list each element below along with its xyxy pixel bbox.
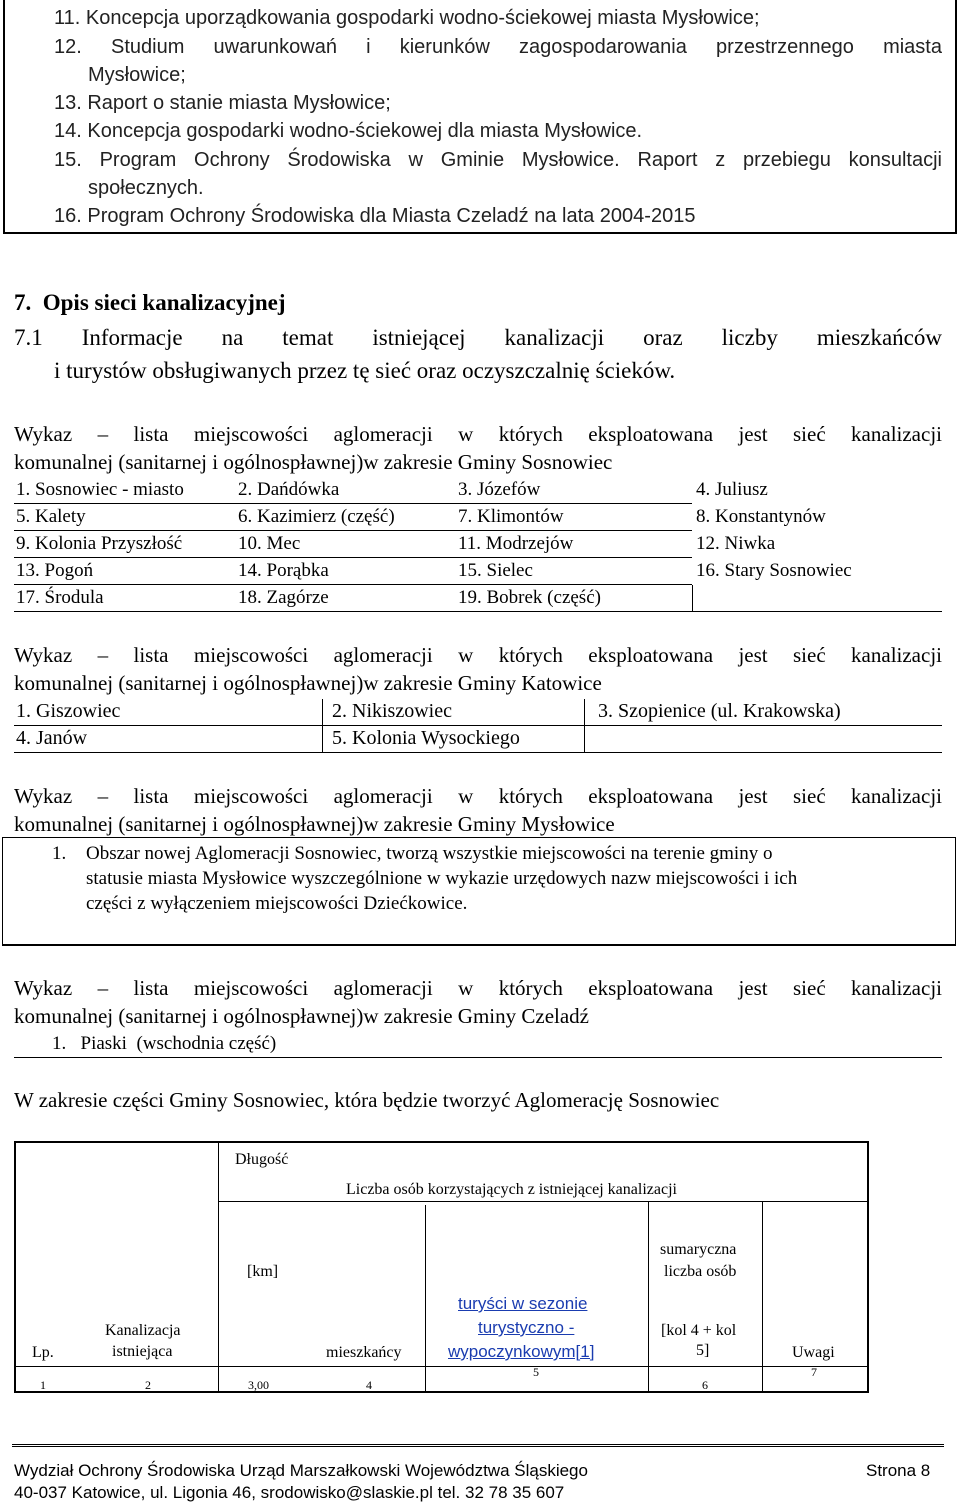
katowice-item: 4. Janów [16, 727, 88, 749]
sosnowiec-item: 1. Sosnowiec - miasto [16, 479, 184, 500]
ref-item-13: 13. Raport o stanie miasta Mysłowice; [54, 92, 391, 114]
katowice-item: 3. Szopienice (ul. Krakowska) [598, 700, 841, 722]
summary-heading: W zakresie części Gminy Sosnowiec, która będzie tworzyć Aglomerację Sosnowiec [14, 1088, 720, 1112]
ref-item-15: 15. Program Ochrony Środowiska w Gminie Mysłowice. Raport z przebiegu konsultacji [54, 149, 942, 171]
sosnowiec-item: 14. Porąbka [238, 560, 329, 581]
col-uwagi: Uwagi [792, 1344, 835, 1361]
sosnowiec-item: 6. Kazimierz (część) [238, 506, 395, 527]
turysci-link[interactable]: turystyczno - [478, 1318, 575, 1337]
col-dlugosc: Długość [235, 1151, 289, 1168]
section-heading: 7. Opis sieci kanalizacyjnej [14, 290, 286, 315]
col-number: 3,00 [248, 1378, 269, 1392]
sosnowiec-item: 18. Zagórze [238, 587, 329, 608]
col-kol: 5] [696, 1342, 710, 1359]
myslowice-item-line: statusie miasta Mysłowice wyszczególnione w wykazie urzędowych nazw miejscowości i ich [86, 868, 798, 889]
col-number: 5 [533, 1365, 539, 1379]
footer-page-number: Strona 8 [866, 1461, 931, 1480]
col-number: 7 [811, 1365, 817, 1379]
sosnowiec-item: 10. Mec [238, 533, 301, 554]
ref-item-14: 14. Koncepcja gospodarki wodno-ściekowej dla miasta Mysłowice. [54, 120, 643, 142]
myslowice-item-number: 1. [52, 843, 67, 864]
katowice-list-title-line1: Wykaz – lista miejscowości aglomeracji w których eksploatowana jest sieć kanalizacji [14, 643, 942, 667]
sosnowiec-item: 13. Pogoń [16, 560, 94, 581]
ref-item-11: 11. Koncepcja uporządkowania gospodarki wodno-ściekowej miasta Mysłowice; [54, 7, 760, 29]
myslowice-item-line: części z wyłączeniem miejscowości Dziećkowice. [86, 893, 468, 914]
sosnowiec-item: 5. Kalety [16, 506, 86, 527]
col-sumaryczna: sumaryczna [660, 1241, 737, 1258]
czeladz-list-title-line2: komunalnej (sanitarnej i ogólnospławnej)w zakresie Gminy Czeladź [14, 1004, 589, 1028]
ref-item-16: 16. Program Ochrony Środowiska dla Miasta Czeladź na lata 2004-2015 [54, 205, 696, 227]
col-sumaryczna: liczba osób [664, 1263, 737, 1280]
sosnowiec-item: 7. Klimontów [458, 506, 564, 527]
col-number: 2 [145, 1378, 151, 1392]
katowice-item: 5. Kolonia Wysockiego [332, 727, 520, 749]
section-subheading-line1: 7.1 Informacje na temat istniejącej kanalizacji oraz liczby mieszkańców [14, 325, 942, 350]
col-liczba-osob: Liczba osób korzystających z istniejącej kanalizacji [346, 1181, 677, 1198]
col-number: 6 [702, 1378, 708, 1392]
turysci-link[interactable]: turyści w sezonie [458, 1294, 588, 1313]
sosnowiec-item: 4. Juliusz [696, 479, 768, 500]
footer-address: 40-037 Katowice, ul. Ligonia 46, srodowisko@slaskie.pl tel. 32 78 35 607 [14, 1483, 565, 1502]
myslowice-item-line: Obszar nowej Aglomeracji Sosnowiec, tworzą wszystkie miejscowości na terenie gminy o [86, 843, 773, 864]
sosnowiec-item: 12. Niwka [696, 533, 776, 554]
col-mieszkancy: mieszkańcy [326, 1344, 402, 1361]
footer-rule [12, 1444, 944, 1447]
czeladz-item: 1. Piaski (wschodnia część) [52, 1033, 277, 1054]
sosnowiec-list-title-line2: komunalnej (sanitarnej i ogólnospławnej)w zakresie Gminy Sosnowiec [14, 450, 613, 474]
sosnowiec-item: 15. Sielec [458, 560, 533, 581]
col-number: 1 [40, 1378, 46, 1392]
czeladz-list-title-line1: Wykaz – lista miejscowości aglomeracji w których eksploatowana jest sieć kanalizacji [14, 976, 942, 1000]
col-km: [km] [247, 1263, 279, 1280]
ref-item-12-cont: Mysłowice; [88, 64, 186, 86]
katowice-item: 2. Nikiszowiec [332, 700, 452, 722]
sosnowiec-item: 16. Stary Sosnowiec [696, 560, 852, 581]
sosnowiec-item: 17. Środula [16, 587, 104, 608]
col-kanalizacja: Kanalizacja [105, 1322, 181, 1339]
col-kanalizacja: istniejąca [112, 1343, 173, 1360]
col-kol: [kol 4 + kol [661, 1322, 737, 1339]
sosnowiec-item: 19. Bobrek (część) [458, 587, 601, 608]
myslowice-list-title-line2: komunalnej (sanitarnej i ogólnospławnej)w zakresie Gminy Mysłowice [14, 812, 615, 836]
sosnowiec-item: 2. Dańdówka [238, 479, 340, 500]
czeladz-divider [14, 1057, 942, 1058]
col-lp: Lp. [32, 1344, 54, 1361]
myslowice-list-title-line1: Wykaz – lista miejscowości aglomeracji w których eksploatowana jest sieć kanalizacji [14, 784, 942, 808]
katowice-item: 1. Giszowiec [16, 700, 121, 722]
ref-item-15-cont: społecznych. [88, 177, 204, 199]
ref-item-12: 12. Studium uwarunkowań i kierunków zagospodarowania przestrzennego miasta [54, 36, 942, 58]
katowice-list-title-line2: komunalnej (sanitarnej i ogólnospławnej)w zakresie Gminy Katowice [14, 671, 602, 695]
col-number: 4 [366, 1378, 372, 1392]
sosnowiec-item: 11. Modrzejów [458, 533, 574, 554]
sosnowiec-item: 8. Konstantynów [696, 506, 826, 527]
sosnowiec-item: 3. Józefów [458, 479, 541, 500]
sosnowiec-item: 9. Kolonia Przyszłość [16, 533, 183, 554]
section-subheading-line2: i turystów obsługiwanych przez tę sieć oraz oczyszczalnię ścieków. [54, 358, 676, 383]
footer-department: Wydział Ochrony Środowiska Urząd Marszałkowski Województwa Śląskiego [14, 1461, 588, 1480]
sosnowiec-list-title-line1: Wykaz – lista miejscowości aglomeracji w których eksploatowana jest sieć kanalizacji [14, 422, 942, 446]
turysci-link[interactable]: wypoczynkowym[1] [448, 1342, 595, 1361]
